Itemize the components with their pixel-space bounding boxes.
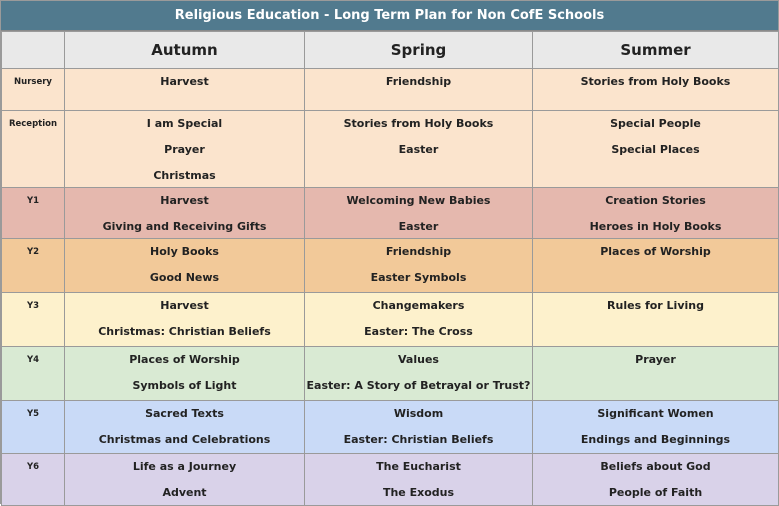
topic-label: Beliefs about God [600,460,711,473]
cell-autumn [65,111,305,188]
cell-summer [533,111,779,188]
topic-label: Easter: The Cross [364,325,473,338]
table-row [2,239,779,293]
topic-label: Friendship [385,245,452,258]
topic-label: The Eucharist [376,460,461,473]
topic-label: Special Places [611,143,700,156]
cell-autumn [65,347,305,401]
topic-label: Christmas: Christian Beliefs [98,325,271,338]
topic-label: Advent [162,486,207,499]
cell-spring [305,293,533,347]
topic-label: Significant Women [597,407,714,420]
topic-label: Easter Symbols [370,271,467,284]
topic-label: Harvest [160,299,209,312]
topic-label: Easter: Christian Beliefs [343,433,494,446]
topic-label: Rules for Living [607,299,704,312]
cell-spring [305,347,533,401]
topic-label: Sacred Texts [145,407,224,420]
topic-label: Places of Worship [600,245,711,258]
topic-label: Easter: A Story of Betrayal or Trust? [306,379,531,392]
topic-label: Prayer [635,353,676,366]
table-row [2,293,779,347]
cell-summer [533,401,779,454]
topic-label: Changemakers [372,299,465,312]
cell-autumn [65,239,305,293]
topic-label: Harvest [160,194,209,207]
table-row [2,111,779,188]
header-row [2,32,779,69]
year-label: Y3 [2,293,65,347]
term-header-spring: Spring [305,32,533,69]
cell-summer [533,239,779,293]
cell-summer [533,188,779,239]
cell-autumn [65,401,305,454]
topic-label: Harvest [160,75,209,88]
cell-spring [305,111,533,188]
year-label: Nursery [2,69,65,111]
topic-label: Christmas and Celebrations [98,433,271,446]
cell-autumn [65,188,305,239]
term-header-autumn: Autumn [65,32,305,69]
cell-spring [305,69,533,111]
year-label: Y6 [2,454,65,506]
topic-label: Special People [610,117,701,130]
topic-label: Life as a Journey [132,460,237,473]
table-row [2,188,779,239]
topic-label: Wisdom [393,407,444,420]
year-label: Y5 [2,401,65,454]
cell-autumn [65,293,305,347]
table-row [2,401,779,454]
table-row [2,347,779,401]
term-header-summer: Summer [533,32,779,69]
cell-summer [533,454,779,506]
topic-label: Creation Stories [605,194,706,207]
topic-label: Stories from Holy Books [580,75,731,88]
cell-autumn [65,69,305,111]
topic-label: Welcoming New Babies [346,194,491,207]
topic-label: Endings and Beginnings [580,433,731,446]
topic-label: Easter [398,143,439,156]
year-label: Y4 [2,347,65,401]
year-label: Reception [2,111,65,188]
year-label: Y2 [2,239,65,293]
topic-label: Places of Worship [129,353,240,366]
corner-cell [2,32,65,69]
cell-spring [305,239,533,293]
topic-label: Friendship [385,75,452,88]
year-label: Y1 [2,188,65,239]
cell-summer [533,293,779,347]
topic-label: I am Special [146,117,223,130]
table-title: Religious Education - Long Term Plan for Non CofE Schools [1,1,778,31]
topic-label: People of Faith [608,486,703,499]
cell-spring [305,188,533,239]
cell-spring [305,454,533,506]
topic-label: Easter [398,220,439,233]
topic-label: Stories from Holy Books [343,117,494,130]
cell-summer [533,347,779,401]
topic-label: Holy Books [150,245,219,258]
plan-grid [1,31,779,506]
cell-autumn [65,454,305,506]
topic-label: Giving and Receiving Gifts [102,220,267,233]
cell-summer [533,69,779,111]
topic-label: Good News [149,271,220,284]
topic-label: Christmas [153,169,216,182]
topic-label: Heroes in Holy Books [589,220,722,233]
cell-spring [305,401,533,454]
table-row [2,454,779,506]
table-row [2,69,779,111]
topic-label: Values [398,353,439,366]
topic-label: Prayer [164,143,205,156]
topic-label: Symbols of Light [132,379,237,392]
topic-label: The Exodus [382,486,455,499]
